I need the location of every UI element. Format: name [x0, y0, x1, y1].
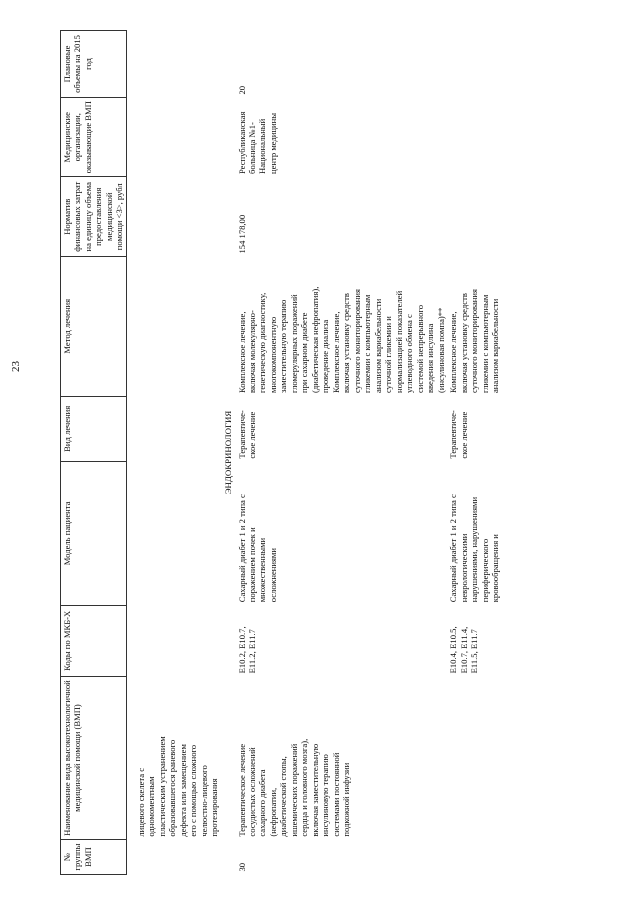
cost-norm: 154 178,00	[236, 214, 247, 254]
vmp-table	[60, 30, 502, 875]
header-volume: Плановые объемы на 2015 год	[61, 31, 127, 98]
group-number: 30	[236, 862, 247, 872]
rotated-table-page	[60, 30, 620, 875]
section-row	[221, 31, 236, 875]
icd-codes: E10.4, E10.5, E10.7, E11.4, E11.5, E11.7	[448, 626, 480, 674]
planned-volume: 20	[236, 85, 247, 95]
vmp-name: Терапевтическое лечение сосудистых осложнений сахарного диабета (нефропатии, диабетической стопы, ишемических поражений сердца и головного мозга), включая заместительную инсулиновую терапию системами постоянной подкожной инфузии	[236, 738, 352, 837]
header-treatment-type: Вид лечения	[61, 396, 127, 462]
treatment-type: Терапевтиче- ское лечение	[236, 410, 257, 459]
header-group: № группы ВМП	[61, 840, 127, 875]
patient-model: Сахарный диабет 1 и 2 типа с поражением почек и множественными осложнениями	[236, 494, 278, 603]
section-title: ЭНДОКРИНОЛОГИЯ	[222, 410, 233, 495]
header-treatment-method: Метод лечения	[61, 257, 127, 397]
header-organizations: Медицинские организации, оказывающие ВМП	[61, 97, 127, 177]
table-header-row	[61, 31, 127, 875]
header-codes: Коды по МКБ-Х	[61, 605, 127, 676]
organizations: Республиканская больница №1- Национальный центр медицины	[236, 111, 278, 174]
page-number: 23	[10, 361, 22, 372]
header-cost-norm: Норматив финансовых затрат на единицу объема предоставления медицинской помощи <3>, рубл	[61, 177, 127, 257]
treatment-method: Комплексное лечение, включая молекулярно- генетическую диагностику, многокомпонентную заместительную терапию гломерулярных поражений при сахарном диабете (диабетическая нефропатия), проведение диализа Комплексное лечение, включая установку средств суточного мониторирования гликемии с компьютерным анализом вариабельности суточной гликемии и нормализацией показателей углеводного обмена с системой непрерывного введения инсулина (инсулиновая помпа)**	[236, 286, 446, 394]
treatment-method: Комплексное лечение, включая установку средств суточного мониторирования гликемии с компьютерным анализом вариабельности	[448, 289, 501, 394]
continuation-name: лицевого скелета с одномоментным пластическим устранением образовавшегося раневого дефекта или замещением его с помощью сложного челюстно-лицевого протезирования	[135, 736, 220, 837]
table-row	[447, 31, 501, 875]
table-row	[135, 31, 221, 875]
patient-model: Сахарный диабет 1 и 2 типа с неврологическими нарушениями, нарушениями периферического кровообращения и	[448, 494, 501, 603]
icd-codes: E10.2, E10.7, E11.2, E11.7	[236, 626, 257, 674]
table-row	[126, 31, 135, 875]
table-row	[236, 31, 448, 875]
header-patient-model: Модель пациента	[61, 462, 127, 606]
header-name: Наименование вида высокотехнологичной медицинской помощи (ВМП)	[61, 676, 127, 839]
treatment-type: Терапевтиче- ское лечение	[448, 410, 469, 459]
